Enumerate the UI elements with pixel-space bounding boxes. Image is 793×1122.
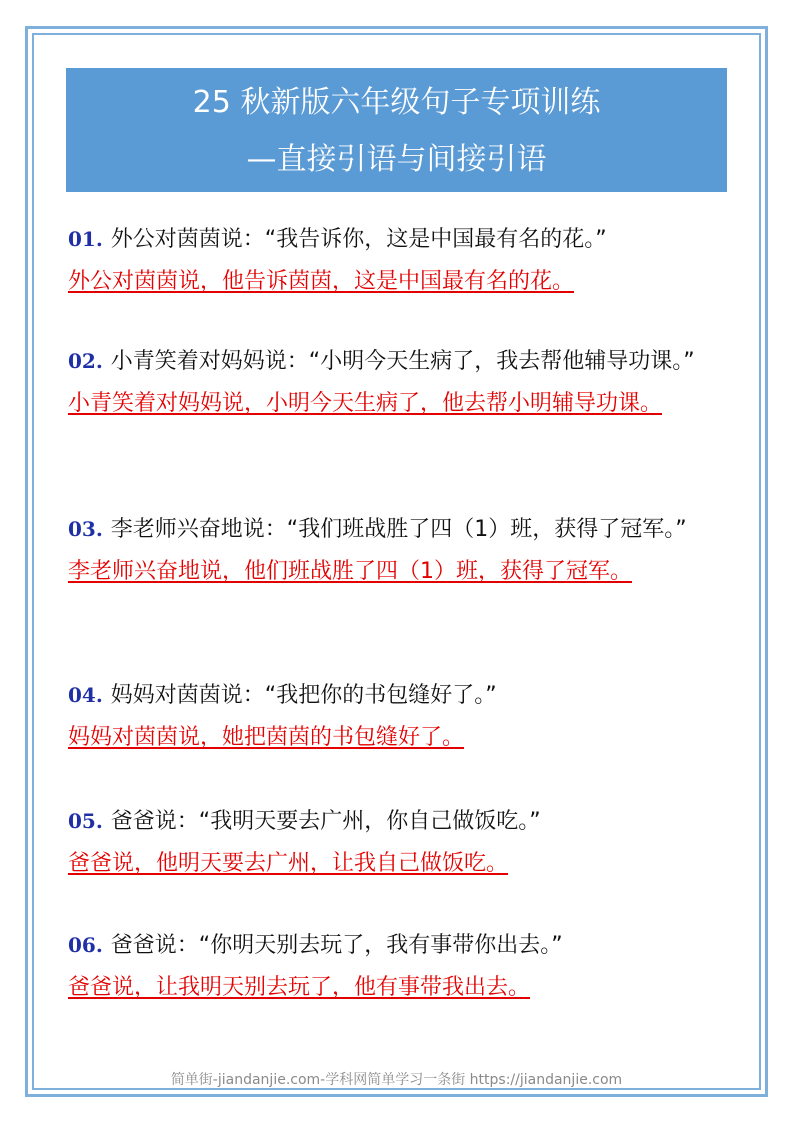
question-text xyxy=(68,800,720,843)
exercise-item-5 xyxy=(68,800,720,885)
question-text xyxy=(68,674,720,717)
answer-text xyxy=(68,383,720,425)
item-number: 01. xyxy=(68,227,103,251)
exercise-item-1 xyxy=(68,218,720,303)
exercise-item-2 xyxy=(68,340,720,425)
item-number: 06. xyxy=(68,933,103,957)
question: 外公对茵茵说：“我告诉你，这是中国最有名的花。” xyxy=(110,227,607,252)
question-text xyxy=(68,508,720,551)
item-number: 02. xyxy=(68,349,103,373)
answer-text xyxy=(68,551,720,593)
answer: 李老师兴奋地说，他们班战胜了四（1）班，获得了冠军。 xyxy=(68,559,632,584)
answer-text xyxy=(68,967,720,1009)
item-number: 05. xyxy=(68,809,103,833)
answer: 爸爸说，他明天要去广州，让我自己做饭吃。 xyxy=(68,851,509,876)
page-title: 25 秋新版六年级句子专项训练 xyxy=(192,85,601,120)
question-text xyxy=(68,924,720,967)
answer-text xyxy=(68,261,720,303)
exercise-item-3 xyxy=(68,508,720,593)
question: 李老师兴奋地说：“我们班战胜了四（1）班，获得了冠军。” xyxy=(110,517,687,542)
title-banner xyxy=(66,68,727,192)
footer-watermark: 简单街-jiandanjie.com-学科网简单学习一条街 https://jiandanjie.com xyxy=(170,1072,623,1088)
exercise-item-6 xyxy=(68,924,720,1009)
answer: 外公对茵茵说，他告诉茵茵，这是中国最有名的花。 xyxy=(68,269,575,294)
item-number: 04. xyxy=(68,683,103,707)
question: 爸爸说：“你明天别去玩了，我有事带你出去。” xyxy=(110,933,563,958)
question-text xyxy=(68,218,720,261)
answer: 小青笑着对妈妈说，小明今天生病了，他去帮小明辅导功课。 xyxy=(68,391,663,416)
exercise-item-4 xyxy=(68,674,720,759)
question: 小青笑着对妈妈说：“小明今天生病了，我去帮他辅导功课。” xyxy=(110,349,695,374)
answer-text xyxy=(68,717,720,759)
item-number: 03. xyxy=(68,517,103,541)
page-subtitle: —直接引语与间接引语 xyxy=(246,142,547,177)
answer: 妈妈对茵茵说，她把茵茵的书包缝好了。 xyxy=(68,725,465,750)
answer-text xyxy=(68,843,720,885)
question: 妈妈对茵茵说：“我把你的书包缝好了。” xyxy=(110,683,497,708)
answer: 爸爸说，让我明天别去玩了，他有事带我出去。 xyxy=(68,975,531,1000)
question: 爸爸说：“我明天要去广州，你自己做饭吃。” xyxy=(110,809,541,834)
question-text xyxy=(68,340,720,383)
